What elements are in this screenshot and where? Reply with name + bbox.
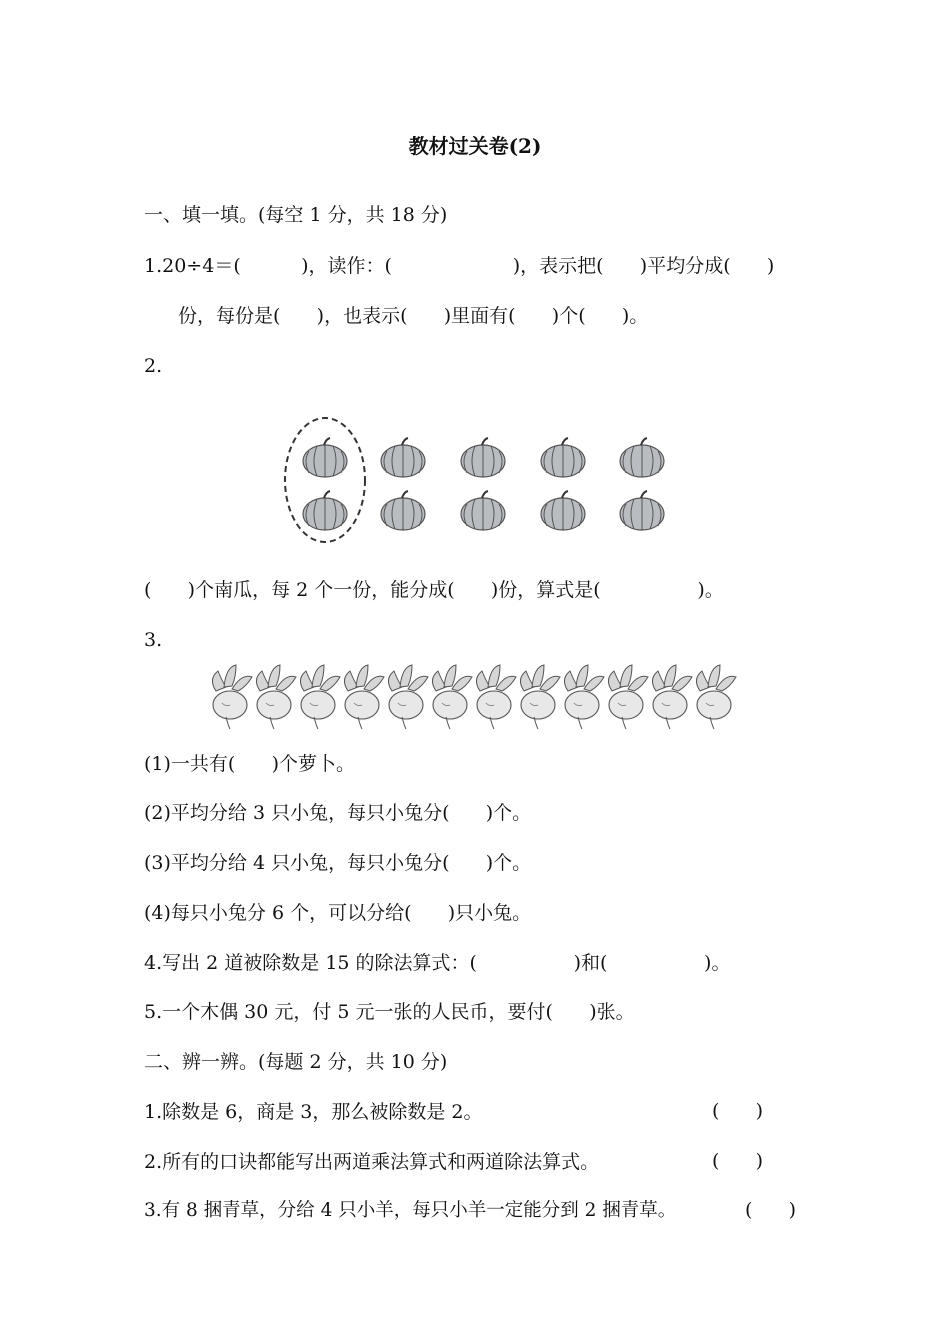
radish-icon [212, 665, 252, 729]
pumpkin-icon [620, 438, 664, 477]
section-2-heading: 二、辨一辨。(每题 2 分，共 10 分) [144, 1051, 448, 1073]
pumpkin-icon [541, 491, 585, 530]
radish-icon [696, 665, 736, 729]
question-3-sub-1: (1)一共有( )个萝卜。 [144, 753, 355, 775]
pumpkin-icon [461, 438, 505, 477]
pumpkin-figure [280, 415, 680, 550]
radish-icon [300, 665, 340, 729]
radish-icon [476, 665, 516, 729]
pumpkin-icon [303, 491, 347, 530]
question-3-sub-4: (4)每只小兔分 6 个，可以分给( )只小兔。 [144, 902, 532, 924]
question-1-line-2: 份，每份是( )，也表示( )里面有( )个( )。 [178, 305, 649, 327]
radish-icon [432, 665, 472, 729]
question-1-line-1: 1.20÷4＝( )，读作：( )，表示把( )平均分成( ) [144, 255, 775, 277]
judge-item-2-blank: ( ) [712, 1150, 764, 1172]
question-4: 4.写出 2 道被除数是 15 的除法算式：( )和( )。 [144, 952, 731, 974]
pumpkin-icon [381, 438, 425, 477]
question-3-sub-2: (2)平均分给 3 只小兔，每只小兔分( )个。 [144, 802, 532, 824]
judge-item-1-text: 1.除数是 6，商是 3，那么被除数是 2。 [144, 1101, 483, 1123]
pumpkin-icon [461, 491, 505, 530]
pumpkin-icon [303, 438, 347, 477]
judge-item-1-blank: ( ) [712, 1100, 764, 1122]
section-1-heading: 一、填一填。(每空 1 分，共 18 分) [144, 204, 448, 226]
question-2-sentence: ( )个南瓜，每 2 个一份，能分成( )份，算式是( )。 [144, 579, 724, 601]
radish-icon [520, 665, 560, 729]
radish-icon [608, 665, 648, 729]
pumpkin-icon [381, 491, 425, 530]
question-3-sub-3: (3)平均分给 4 只小兔，每只小兔分( )个。 [144, 852, 532, 874]
judge-item-2-text: 2.所有的口诀都能写出两道乘法算式和两道除法算式。 [144, 1151, 600, 1173]
page-title: 教材过关卷(2) [408, 134, 542, 158]
question-5: 5.一个木偶 30 元，付 5 元一张的人民币，要付( )张。 [144, 1001, 635, 1023]
radish-icon [344, 665, 384, 729]
judge-item-3-text: 3.有 8 捆青草，分给 4 只小羊，每只小羊一定能分到 2 捆青草。 [144, 1200, 677, 1221]
radish-icon [652, 665, 692, 729]
radish-icon [564, 665, 604, 729]
pumpkin-icon [541, 438, 585, 477]
radish-icon [388, 665, 428, 729]
question-3-label: 3. [144, 629, 163, 651]
pumpkin-icon [620, 491, 664, 530]
radish-figure [205, 665, 745, 730]
question-2-label: 2. [144, 355, 163, 377]
radish-icon [256, 665, 296, 729]
judge-item-3-blank: ( ) [745, 1199, 797, 1221]
